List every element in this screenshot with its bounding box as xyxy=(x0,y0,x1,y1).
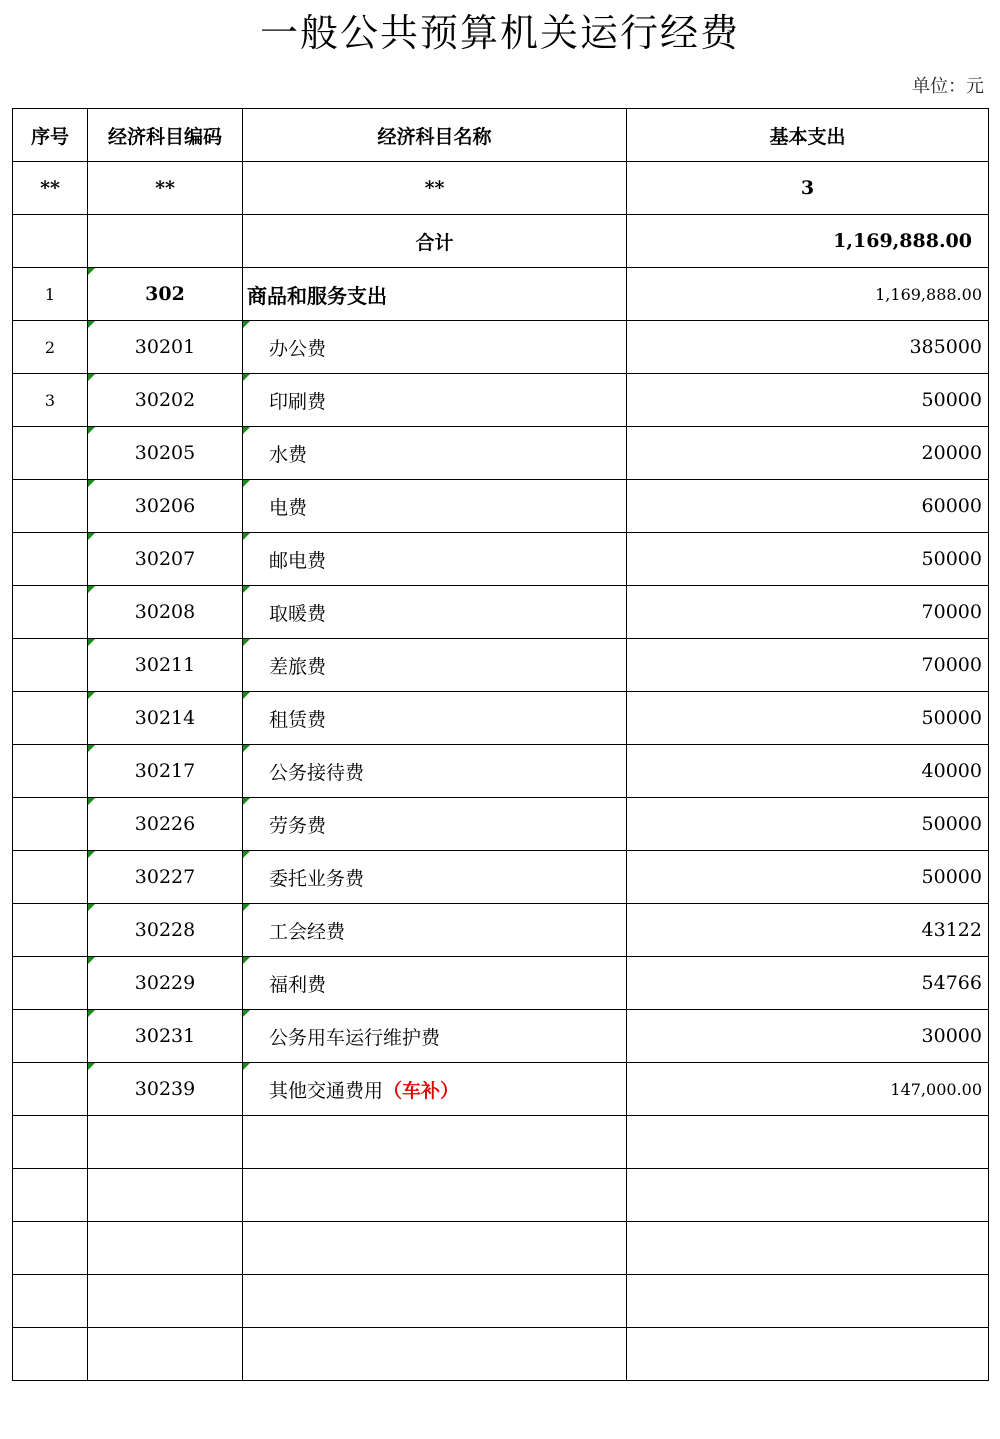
empty-row xyxy=(13,1116,989,1169)
empty-cell xyxy=(13,1328,88,1381)
row-amount: 70000 xyxy=(627,639,989,692)
row-seq xyxy=(13,745,88,798)
category-name: 商品和服务支出 xyxy=(243,268,627,321)
table-row xyxy=(13,745,989,798)
unit-label: 单位：元 xyxy=(912,76,984,97)
table-row xyxy=(13,321,989,374)
row-name: 差旅费 xyxy=(243,639,627,692)
row-amount: 20000 xyxy=(627,427,989,480)
row-name: 公务接待费 xyxy=(243,745,627,798)
row-amount: 70000 xyxy=(627,586,989,639)
row-code: 30228 xyxy=(88,904,243,957)
row-name: 水费 xyxy=(243,427,627,480)
table-row xyxy=(13,957,989,1010)
row-code: 30226 xyxy=(88,798,243,851)
row-amount: 50000 xyxy=(627,533,989,586)
empty-cell xyxy=(13,1222,88,1275)
row-code: 30239 xyxy=(88,1063,243,1116)
row-name: 工会经费 xyxy=(243,904,627,957)
row-code: 30211 xyxy=(88,639,243,692)
total-seq-cell xyxy=(13,215,88,268)
table-row xyxy=(13,798,989,851)
header-name: 经济科目名称 xyxy=(243,109,627,162)
row-amount: 50000 xyxy=(627,851,989,904)
total-row xyxy=(13,215,989,268)
row-seq xyxy=(13,639,88,692)
empty-cell xyxy=(88,1169,243,1222)
row-seq xyxy=(13,798,88,851)
empty-cell xyxy=(88,1116,243,1169)
row-seq xyxy=(13,692,88,745)
row-name: 印刷费 xyxy=(243,374,627,427)
row-code: 30231 xyxy=(88,1010,243,1063)
table-row xyxy=(13,533,989,586)
marker-amount: 3 xyxy=(627,162,989,215)
row-amount: 54766 xyxy=(627,957,989,1010)
empty-cell xyxy=(243,1275,627,1328)
row-seq xyxy=(13,427,88,480)
page-title: 一般公共预算机关运行经费 xyxy=(259,11,740,55)
empty-cell xyxy=(627,1222,989,1275)
row-code: 30227 xyxy=(88,851,243,904)
table-row xyxy=(13,586,989,639)
row-name-text: 其他交通费用 xyxy=(269,1079,384,1102)
empty-cell xyxy=(88,1275,243,1328)
empty-cell xyxy=(627,1328,989,1381)
table-row xyxy=(13,851,989,904)
row-code: 30205 xyxy=(88,427,243,480)
empty-cell xyxy=(627,1169,989,1222)
row-name: 劳务费 xyxy=(243,798,627,851)
row-name xyxy=(243,1063,627,1116)
total-label: 合计 xyxy=(243,215,627,268)
marker-seq: ** xyxy=(13,162,88,215)
empty-cell xyxy=(13,1116,88,1169)
row-amount: 50000 xyxy=(627,798,989,851)
row-seq xyxy=(13,1063,88,1116)
empty-row xyxy=(13,1275,989,1328)
row-code: 30217 xyxy=(88,745,243,798)
empty-cell xyxy=(243,1222,627,1275)
empty-cell xyxy=(243,1116,627,1169)
row-seq xyxy=(13,957,88,1010)
row-amount: 147,000.00 xyxy=(627,1063,989,1116)
header-code: 经济科目编码 xyxy=(88,109,243,162)
empty-cell xyxy=(627,1116,989,1169)
category-seq: 1 xyxy=(13,268,88,321)
row-amount: 60000 xyxy=(627,480,989,533)
empty-cell xyxy=(243,1169,627,1222)
row-code: 30214 xyxy=(88,692,243,745)
empty-row xyxy=(13,1169,989,1222)
row-seq xyxy=(13,1010,88,1063)
row-seq xyxy=(13,480,88,533)
table-row xyxy=(13,1063,989,1116)
empty-cell xyxy=(13,1169,88,1222)
row-code: 30207 xyxy=(88,533,243,586)
total-amount: 1,169,888.00 xyxy=(627,215,989,268)
table-row xyxy=(13,480,989,533)
header-amount: 基本支出 xyxy=(627,109,989,162)
row-name: 委托业务费 xyxy=(243,851,627,904)
row-code: 30201 xyxy=(88,321,243,374)
row-amount: 50000 xyxy=(627,692,989,745)
table-row xyxy=(13,374,989,427)
category-row xyxy=(13,268,989,321)
row-name: 电费 xyxy=(243,480,627,533)
empty-row xyxy=(13,1222,989,1275)
row-name-note: （车补） xyxy=(383,1079,460,1102)
row-seq xyxy=(13,533,88,586)
table-row xyxy=(13,692,989,745)
empty-row xyxy=(13,1328,989,1381)
row-amount: 30000 xyxy=(627,1010,989,1063)
empty-cell xyxy=(243,1328,627,1381)
row-seq: 3 xyxy=(13,374,88,427)
row-amount: 40000 xyxy=(627,745,989,798)
empty-cell xyxy=(88,1222,243,1275)
row-amount: 385000 xyxy=(627,321,989,374)
total-code-cell xyxy=(88,215,243,268)
table-row xyxy=(13,427,989,480)
row-name: 租赁费 xyxy=(243,692,627,745)
row-name: 取暖费 xyxy=(243,586,627,639)
row-seq xyxy=(13,851,88,904)
row-seq xyxy=(13,904,88,957)
row-code: 30229 xyxy=(88,957,243,1010)
row-code: 30208 xyxy=(88,586,243,639)
table-row xyxy=(13,639,989,692)
row-name: 公务用车运行维护费 xyxy=(243,1010,627,1063)
marker-code: ** xyxy=(88,162,243,215)
row-amount: 50000 xyxy=(627,374,989,427)
table-row xyxy=(13,904,989,957)
marker-name: ** xyxy=(243,162,627,215)
row-name: 邮电费 xyxy=(243,533,627,586)
empty-cell xyxy=(627,1275,989,1328)
row-seq: 2 xyxy=(13,321,88,374)
empty-cell xyxy=(88,1328,243,1381)
row-amount: 43122 xyxy=(627,904,989,957)
table-row xyxy=(13,1010,989,1063)
category-code: 302 xyxy=(88,268,243,321)
row-name: 福利费 xyxy=(243,957,627,1010)
row-code: 30206 xyxy=(88,480,243,533)
row-code: 30202 xyxy=(88,374,243,427)
row-seq xyxy=(13,586,88,639)
budget-table xyxy=(12,108,989,1381)
category-amount: 1,169,888.00 xyxy=(627,268,989,321)
empty-cell xyxy=(13,1275,88,1328)
marker-row xyxy=(13,162,989,215)
row-name: 办公费 xyxy=(243,321,627,374)
header-seq: 序号 xyxy=(13,109,88,162)
header-row xyxy=(13,109,989,162)
